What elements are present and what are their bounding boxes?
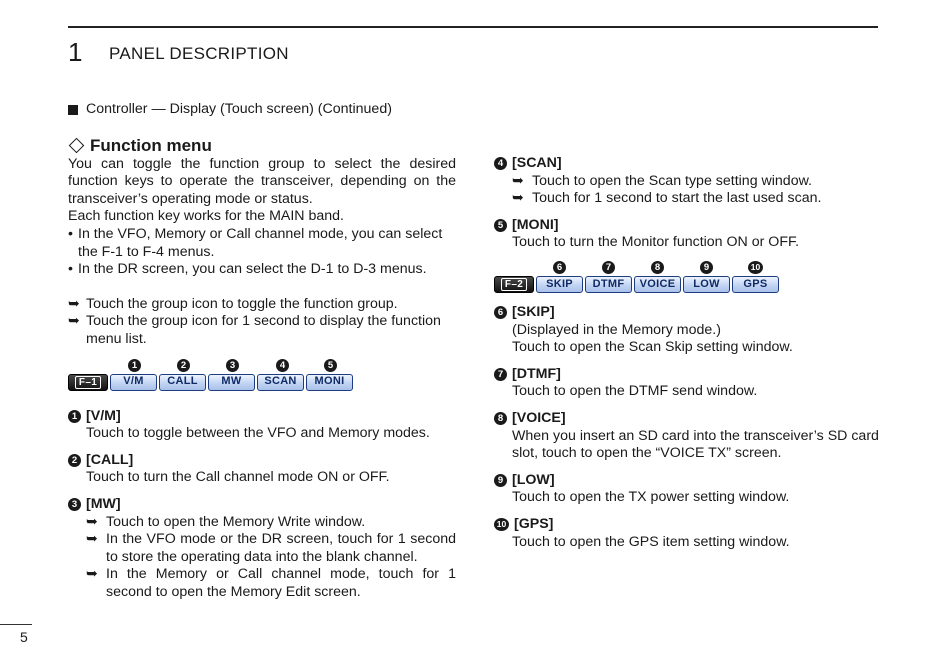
mw-instruction: ➥ In the Memory or Call channel mode, touch for 1 second to open the Memory Edit screen.: [86, 566, 456, 600]
key-call[interactable]: CALL: [159, 374, 206, 391]
callout-10-icon: 10: [748, 261, 763, 274]
number-3-icon: 3: [68, 498, 81, 511]
arrow-icon: ➥: [68, 295, 80, 312]
key-vm[interactable]: V/M: [110, 374, 157, 391]
item-heading-call: 2 [CALL]: [68, 452, 456, 470]
item-heading-scan: 4 [SCAN]: [494, 155, 884, 173]
item-heading-low: 9 [LOW]: [494, 472, 884, 490]
arrow-icon: ➥: [86, 566, 98, 583]
instruction-item: ➥ Touch the group icon to toggle the function group.: [68, 295, 398, 312]
callout-7-icon: 7: [602, 261, 615, 274]
function-menu-heading: Function menu: [68, 135, 456, 156]
key-mw[interactable]: MW: [208, 374, 255, 391]
page-number: 5: [20, 629, 28, 645]
key-skip[interactable]: SKIP: [536, 276, 583, 293]
square-bullet-icon: [68, 105, 78, 115]
callout-8-icon: 8: [651, 261, 664, 274]
number-8-icon: 8: [494, 412, 507, 425]
arrow-icon: ➥: [86, 531, 98, 548]
bullet-icon: •: [68, 225, 73, 242]
bullet-icon: •: [68, 261, 73, 278]
callout-5-icon: 5: [324, 359, 337, 372]
callout-2-icon: 2: [177, 359, 190, 372]
callout-3-icon: 3: [226, 359, 239, 372]
item-desc-moni: Touch to turn the Monitor function ON or OFF.: [512, 234, 800, 251]
callout-6-icon: 6: [553, 261, 566, 274]
group-key-f1[interactable]: F–1: [68, 374, 108, 391]
item-heading-vm: 1 [V/M]: [68, 408, 456, 426]
left-column: [68, 101, 456, 601]
item-desc-skip-note: (Displayed in the Memory mode.): [512, 321, 721, 338]
bullet-item: • In the DR screen, you can select the D-1 to D-3 menus.: [68, 261, 427, 278]
key-scan[interactable]: SCAN: [257, 374, 304, 391]
instruction-item: ➥ Touch the group icon for 1 second to display the function menu list.: [68, 313, 441, 347]
item-heading-mw: 3 [MW]: [68, 496, 456, 514]
key-moni[interactable]: MONI: [306, 374, 353, 391]
main-band-note: Each function key works for the MAIN band.: [68, 208, 344, 225]
number-7-icon: 7: [494, 368, 507, 381]
mw-instruction: ➥ In the VFO mode or the DR screen, touch for 1 second to store the operating data into the blank channel.: [86, 531, 456, 565]
chapter-number: 1: [68, 37, 83, 67]
item-desc-voice: When you insert an SD card into the transceiver’s SD card slot, touch to open the “VOICE TX” screen.: [512, 427, 879, 462]
right-column: [494, 155, 884, 551]
arrow-icon: ➥: [512, 190, 524, 207]
arrow-icon: ➥: [512, 172, 524, 189]
item-desc-gps: Touch to open the GPS item setting window.: [512, 533, 790, 550]
arrow-icon: ➥: [68, 313, 80, 330]
item-heading-skip: 6 [SKIP]: [494, 304, 884, 322]
item-desc-dtmf: Touch to open the DTMF send window.: [512, 383, 758, 400]
key-gps[interactable]: GPS: [732, 276, 779, 293]
item-heading-gps: 10 [GPS]: [494, 516, 884, 534]
callout-1-icon: 1: [128, 359, 141, 372]
header-rule: [68, 26, 878, 28]
chapter-title: PANEL DESCRIPTION: [109, 44, 289, 63]
item-heading-voice: 8 [VOICE]: [494, 410, 884, 428]
item-desc-call: Touch to turn the Call channel mode ON or OFF.: [86, 469, 390, 486]
callout-9-icon: 9: [700, 261, 713, 274]
item-desc-skip: Touch to open the Scan Skip setting window.: [512, 339, 793, 356]
key-voice[interactable]: VOICE: [634, 276, 681, 293]
group-key-f2[interactable]: F–2: [494, 276, 534, 293]
scan-instruction: ➥ Touch to open the Scan type setting window.: [512, 172, 812, 189]
section-heading: Controller — Display (Touch screen) (Continued): [68, 101, 456, 119]
number-10-icon: 10: [494, 518, 509, 531]
number-2-icon: 2: [68, 454, 81, 467]
page-number-rule: [0, 624, 32, 625]
arrow-icon: ➥: [86, 513, 98, 530]
item-heading-dtmf: 7 [DTMF]: [494, 366, 884, 384]
diamond-icon: [69, 137, 85, 153]
item-heading-moni: 5 [MONI]: [494, 217, 884, 235]
number-1-icon: 1: [68, 410, 81, 423]
item-desc-low: Touch to open the TX power setting window.: [512, 489, 790, 506]
bullet-item: • In the VFO, Memory or Call channel mode, you can select the F-1 to F-4 menus.: [68, 225, 443, 260]
mw-instruction: ➥ Touch to open the Memory Write window.: [86, 513, 366, 530]
number-5-icon: 5: [494, 219, 507, 232]
number-9-icon: 9: [494, 474, 507, 487]
function-menu-intro: You can toggle the function group to select the desired function keys to operate the transceiver, depending on the transceiver’s operating mode or status.: [68, 155, 456, 207]
number-6-icon: 6: [494, 306, 507, 319]
key-low[interactable]: LOW: [683, 276, 730, 293]
scan-instruction: ➥ Touch for 1 second to start the last used scan.: [512, 190, 822, 207]
item-desc-vm: Touch to toggle between the VFO and Memory modes.: [86, 425, 430, 442]
number-4-icon: 4: [494, 157, 507, 170]
f2-function-bar: [494, 261, 884, 301]
key-dtmf[interactable]: DTMF: [585, 276, 632, 293]
callout-4-icon: 4: [276, 359, 289, 372]
f1-function-bar: [68, 359, 456, 399]
